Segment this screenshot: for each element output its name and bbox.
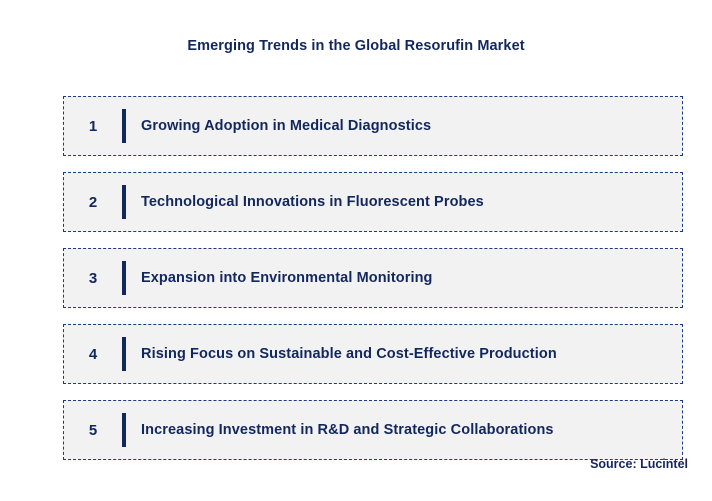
list-item-number: 2 [88,193,98,211]
list-item-number: 3 [88,269,98,287]
list-item [63,400,683,460]
list-item-label: Growing Adoption in Medical Diagnostics [141,118,432,134]
list-item-number: 1 [88,117,98,135]
trend-list [63,96,683,460]
list-item [63,248,683,308]
source-attribution: Source: Lucintel [590,457,688,471]
list-item-number: 5 [88,421,98,439]
list-item-number: 4 [88,345,98,363]
page-title: Emerging Trends in the Global Resorufin Market [187,38,525,54]
list-item-label: Rising Focus on Sustainable and Cost-Effective Production [141,346,557,362]
list-item-label: Technological Innovations in Fluorescent Probes [141,194,484,210]
list-item [63,324,683,384]
list-item [63,172,683,232]
list-item-label: Increasing Investment in R&D and Strategic Collaborations [141,422,554,438]
list-item-label: Expansion into Environmental Monitoring [141,270,433,286]
list-item [63,96,683,156]
